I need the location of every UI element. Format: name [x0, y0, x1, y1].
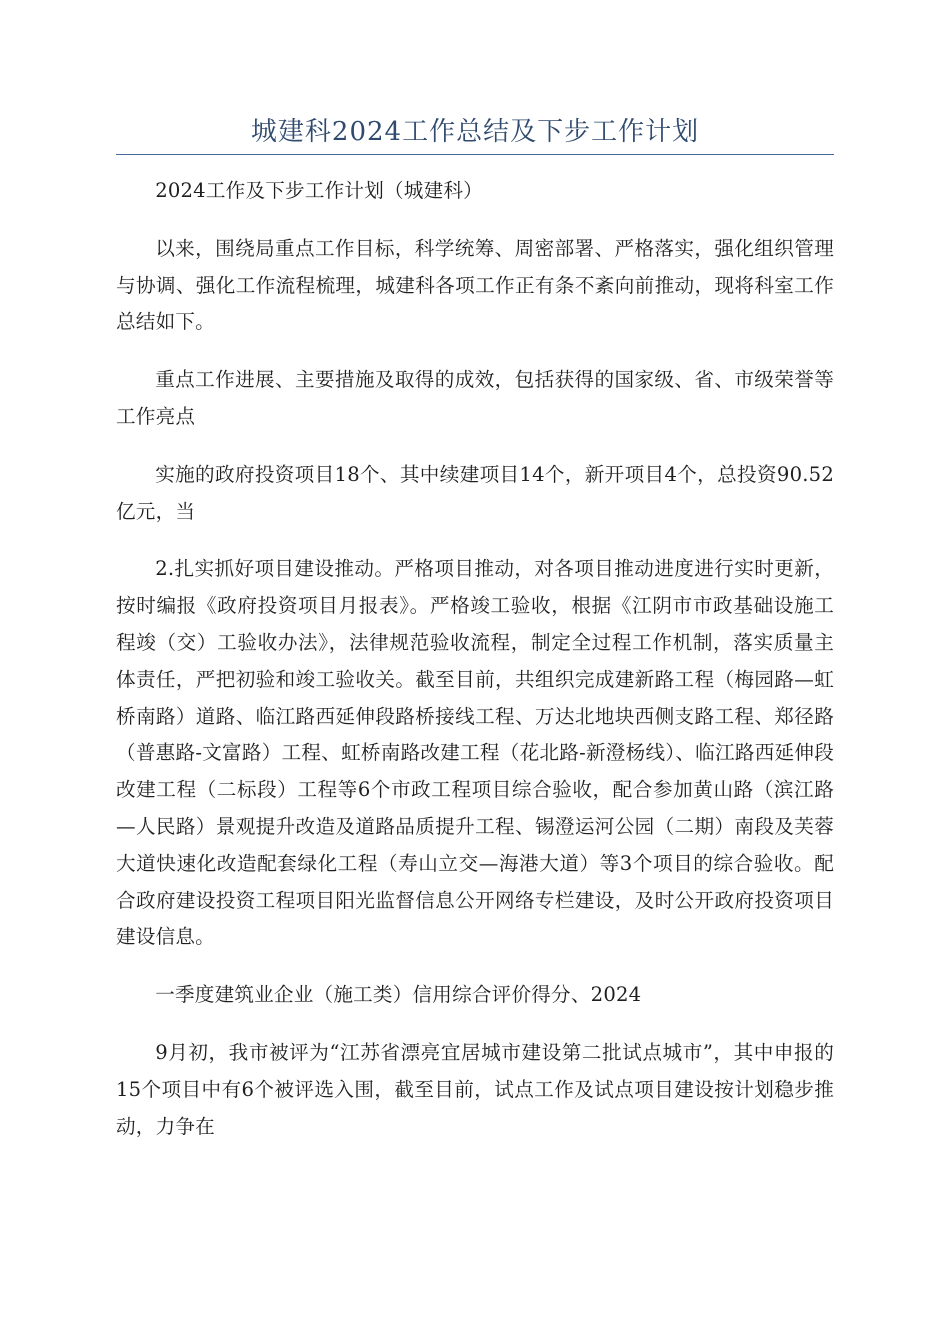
paragraph-highlights: 重点工作进展、主要措施及取得的成效，包括获得的国家级、省、市级荣誉等工作亮点 [116, 368, 834, 428]
paragraph-pilot-city: 9月初，我市被评为“江苏省漂亮宜居城市建设第二批试点城市”，其中申报的15个项目中有6个被评选入围，截至目前，试点工作及试点项目建设按计划稳步推动，力争在 [116, 1040, 834, 1138]
document-body [116, 173, 834, 1166]
paragraph-intro: 以来，围绕局重点工作目标，科学统筹、周密部署、严格落实，强化组织管理与协调、强化工作流程梳理，城建科各项工作正有条不紊向前推动，现将科室工作总结如下。 [116, 236, 834, 334]
paragraph-subtitle: 2024工作及下步工作计划（城建科） [155, 179, 483, 202]
paragraph-investment: 实施的政府投资项目18个、其中续建项目14个，新开项目4个，总投资90.52亿元，当 [116, 462, 834, 523]
paragraph-project-progress: 2.扎实抓好项目建设推动。严格项目推动，对各项目推动进度进行实时更新，按时编报《政府投资项目月报表》。严格竣工验收，根据《江阴市市政基础设施工程竣（交）工验收办法》，法律规范验收流程，制定全过程工作机制，落实质量主体责任，严把初验和竣工验收关。截至目前，共组织完成建新路工程（梅园路—虹桥南路）道路、临江路西延伸段路桥接线工程、万达北地块西侧支路工程、郑径路（普惠路-文富路）工程、虹桥南路改建工程（花北路-新澄杨线）、临江路西延伸段改建工程（二标段）工程等6个市政工程项目综合验收，配合参加黄山路（滨江路—人民路）景观提升改造及道路品质提升工程、锡澄运河公园（二期）南段及芙蓉大道快速化改造配套绿化工程（寿山立交—海港大道）等3个项目的综合验收。配合政府建设投资工程项目阳光监督信息公开网络专栏建设，及时公开政府投资项目建设信息。 [116, 557, 834, 949]
paragraph-credit-evaluation: 一季度建筑业企业（施工类）信用综合评价得分、2024 [155, 983, 642, 1007]
document-title: 城建科2024工作总结及下步工作计划 [250, 117, 700, 147]
title-underline [116, 154, 834, 155]
